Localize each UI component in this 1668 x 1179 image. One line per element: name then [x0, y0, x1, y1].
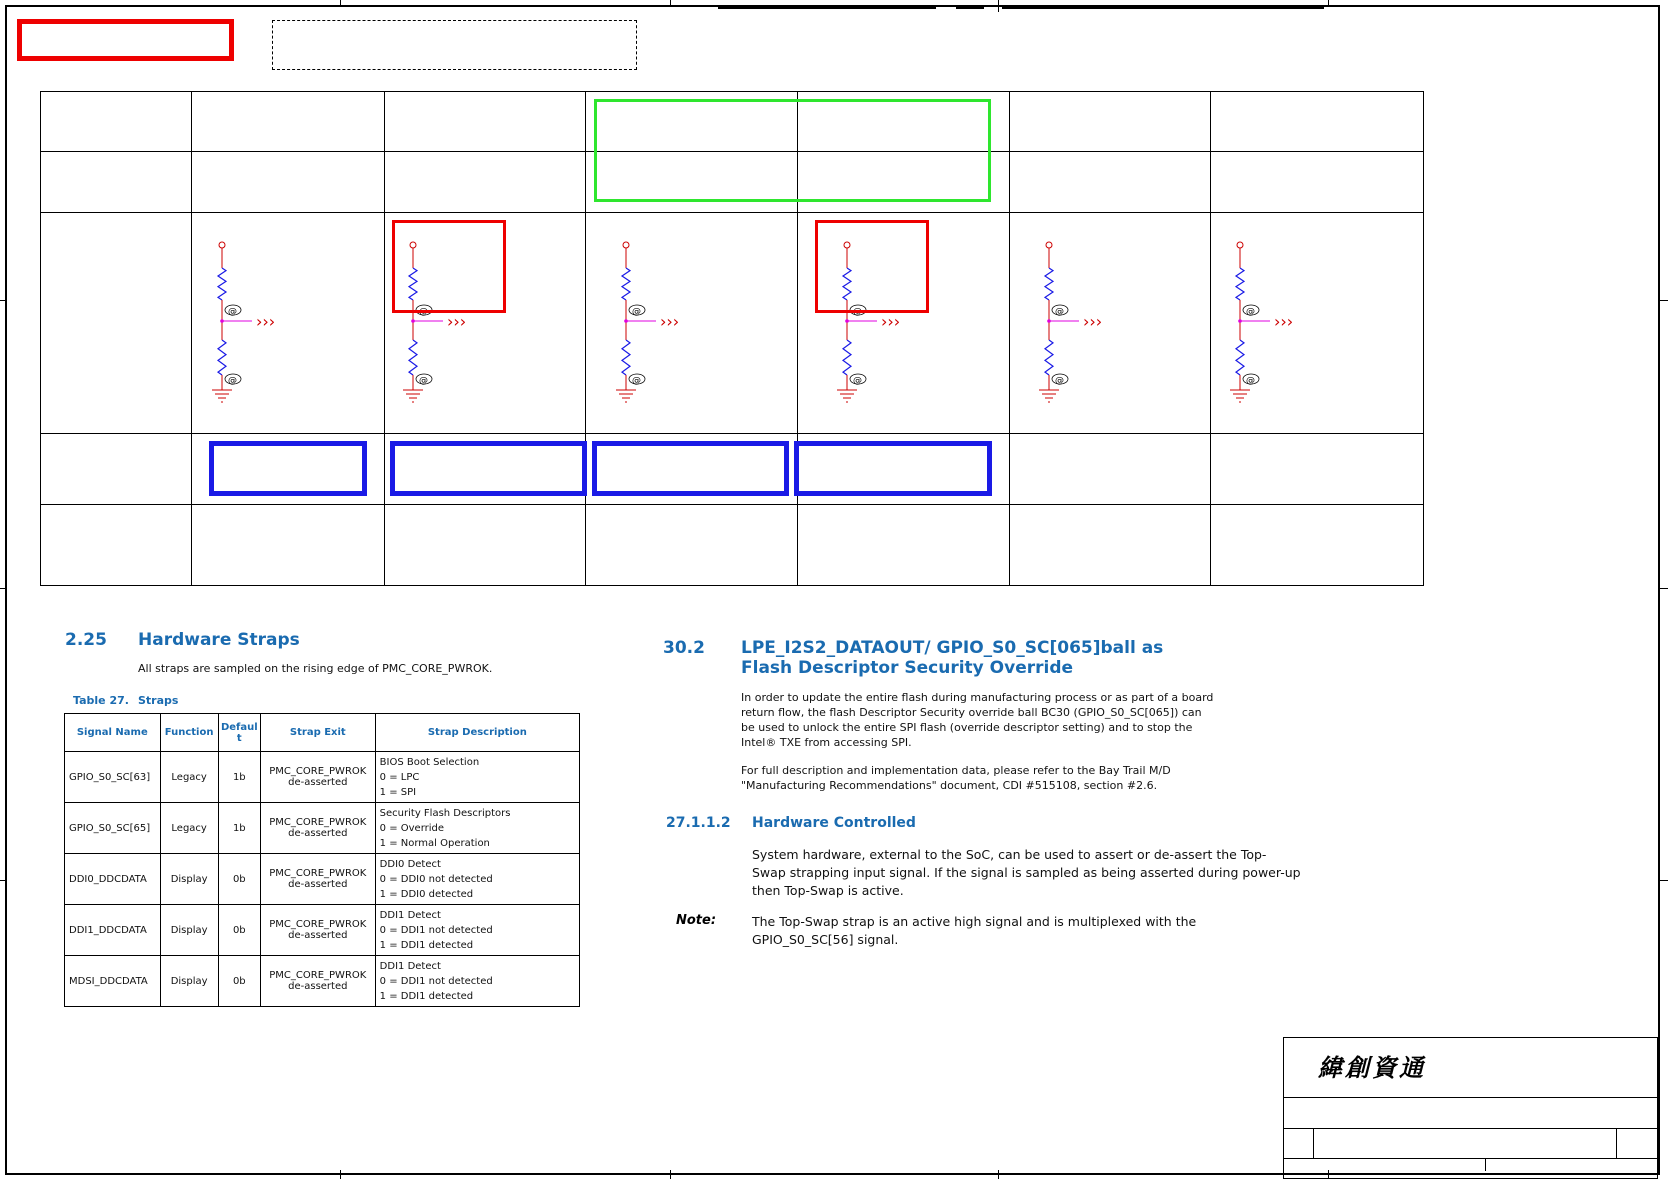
company-name: 緯創資通 — [1318, 1053, 1426, 1082]
power-pin — [1237, 242, 1243, 248]
table-row — [65, 956, 580, 1007]
section-number-right: 30.2 — [663, 638, 705, 658]
resistor-label: @ — [228, 307, 237, 317]
hardware-controlled-paragraph — [752, 846, 1301, 900]
power-pin — [623, 242, 629, 248]
power-pin — [1046, 242, 1052, 248]
description-line: 0 = Override — [379, 822, 445, 834]
junction-dot — [1238, 319, 1242, 323]
pulldown-resistor — [218, 340, 226, 375]
cell-signal: GPIO_S0_SC[65] — [65, 803, 161, 854]
description-line: DDI1 Detect — [379, 909, 441, 921]
description-line: 0 = DDI0 not detected — [379, 873, 493, 885]
cell-default: 1b — [218, 752, 260, 803]
text-line: then Top-Swap is active. — [752, 883, 904, 898]
cell-default: 0b — [218, 854, 260, 905]
strap-exit-line: PMC_CORE_PWROK — [269, 970, 367, 981]
description-line: 1 = SPI — [379, 786, 417, 798]
strap-exit-line: de-asserted — [288, 981, 348, 992]
description-line: 1 = DDI1 detected — [379, 990, 474, 1002]
power-pin — [219, 242, 225, 248]
text-line: be used to unlock the entire SPI flash (override descriptor setting) and to stop the — [741, 721, 1193, 734]
offpage-connector: ››› — [447, 312, 467, 331]
pullup-resistor — [218, 268, 226, 300]
strap-exit-line: PMC_CORE_PWROK — [269, 868, 367, 879]
text-line: GPIO_S0_SC[56] signal. — [752, 932, 899, 947]
description-line: 1 = DDI0 detected — [379, 888, 474, 900]
col-header-signal: Signal Name — [65, 714, 161, 752]
strap-exit-line: de-asserted — [288, 879, 348, 890]
table-caption-title: Straps — [138, 694, 179, 707]
description-line: DDI0 Detect — [379, 858, 441, 870]
resistor-label: @ — [1246, 376, 1255, 386]
text-line: return flow, the flash Descriptor Security override ball BC30 (GPIO_S0_SC[065]) can — [741, 706, 1202, 719]
junction-dot — [1047, 319, 1051, 323]
pullup-resistor — [1045, 268, 1053, 300]
description-line: 1 = DDI1 detected — [379, 939, 474, 951]
cell-default: 0b — [218, 956, 260, 1007]
cell-strap-exit — [260, 905, 375, 956]
resistor-label: @ — [632, 307, 641, 317]
flash-override-paragraph — [741, 690, 1213, 750]
section-title-right-line1: LPE_I2S2_DATAOUT/ GPIO_S0_SC[065]ball as — [741, 638, 1164, 658]
note-label: Note: — [676, 913, 717, 928]
subsection-title: Hardware Controlled — [752, 815, 916, 831]
text-line: Intel® TXE from accessing SPI. — [741, 736, 912, 749]
cell-strap-description — [375, 956, 579, 1007]
resistor-label: @ — [1246, 307, 1255, 317]
cell-signal: GPIO_S0_SC[63] — [65, 752, 161, 803]
straps-table — [64, 713, 580, 1007]
text-line: In order to update the entire flash during manufacturing process or as part of a board — [741, 691, 1214, 704]
subsection-number: 27.1.1.2 — [666, 815, 731, 831]
resistor-label: @ — [1055, 376, 1064, 386]
cell-default: 0b — [218, 905, 260, 956]
cell-function: Legacy — [160, 752, 218, 803]
strap-exit-line: de-asserted — [288, 828, 348, 839]
resistor-label: @ — [632, 376, 641, 386]
junction-dot — [220, 319, 224, 323]
cell-strap-description — [375, 854, 579, 905]
offpage-connector: ››› — [881, 312, 901, 331]
pullup-resistor — [622, 268, 630, 300]
resistor-label: @ — [853, 376, 862, 386]
description-line: DDI1 Detect — [379, 960, 441, 972]
resistor-label: @ — [419, 376, 428, 386]
blue-highlight-col2 — [390, 441, 587, 496]
pullup-resistor — [1236, 268, 1244, 300]
description-line: 0 = DDI1 not detected — [379, 975, 493, 987]
cell-signal: DDI0_DDCDATA — [65, 854, 161, 905]
blue-highlight-col4 — [794, 441, 992, 496]
col-header-strap-exit: Strap Exit — [260, 714, 375, 752]
text-line: The Top-Swap strap is an active high signal and is multiplexed with the — [752, 914, 1197, 929]
offpage-connector: ››› — [256, 312, 276, 331]
note-text — [752, 913, 1196, 949]
cell-function: Display — [160, 854, 218, 905]
resistor-label: @ — [853, 307, 862, 317]
cell-strap-exit — [260, 854, 375, 905]
offpage-connector: ››› — [1083, 312, 1103, 331]
reference-paragraph — [741, 763, 1171, 793]
pulldown-resistor — [622, 340, 630, 375]
table-row — [65, 803, 580, 854]
text-line: For full description and implementation data, please refer to the Bay Trail M/D — [741, 764, 1171, 777]
cell-strap-exit — [260, 752, 375, 803]
description-line: 0 = DDI1 not detected — [379, 924, 493, 936]
table-row — [65, 854, 580, 905]
cell-function: Display — [160, 956, 218, 1007]
red-highlight-col4 — [815, 220, 929, 313]
description-line: 1 = Normal Operation — [379, 837, 490, 849]
strap-exit-line: PMC_CORE_PWROK — [269, 766, 367, 777]
cell-strap-exit — [260, 956, 375, 1007]
cell-function: Display — [160, 905, 218, 956]
offpage-connector: ››› — [660, 312, 680, 331]
cell-default: 1b — [218, 803, 260, 854]
col-header-function: Function — [160, 714, 218, 752]
pulldown-resistor — [843, 340, 851, 375]
pulldown-resistor — [1045, 340, 1053, 375]
offpage-connector: ››› — [1274, 312, 1294, 331]
resistor-label: @ — [419, 307, 428, 317]
pulldown-resistor — [1236, 340, 1244, 375]
red-highlight-col2 — [392, 220, 506, 313]
junction-dot — [845, 319, 849, 323]
col-header-strap-description: Strap Description — [375, 714, 579, 752]
cell-strap-description — [375, 905, 579, 956]
section-title-right — [741, 638, 1163, 678]
cell-strap-exit — [260, 803, 375, 854]
description-line: 0 = LPC — [379, 771, 420, 783]
resistor-label: @ — [228, 376, 237, 386]
section-title: Hardware Straps — [138, 630, 300, 650]
col-header-default: Default — [218, 714, 260, 752]
strap-exit-line: PMC_CORE_PWROK — [269, 919, 367, 930]
resistor-label: @ — [1055, 307, 1064, 317]
cell-strap-description — [375, 752, 579, 803]
cell-strap-description — [375, 803, 579, 854]
strap-exit-line: PMC_CORE_PWROK — [269, 817, 367, 828]
cell-signal: MDSI_DDCDATA — [65, 956, 161, 1007]
text-line: "Manufacturing Recommendations" document, CDI #515108, section #2.6. — [741, 779, 1158, 792]
table-row — [65, 905, 580, 956]
description-line: BIOS Boot Selection — [379, 756, 480, 768]
section-intro: All straps are sampled on the rising edge of PMC_CORE_PWROK. — [138, 662, 493, 675]
cell-function: Legacy — [160, 803, 218, 854]
strap-exit-line: de-asserted — [288, 777, 348, 788]
blue-highlight-col3 — [592, 441, 789, 496]
strap-exit-line: de-asserted — [288, 930, 348, 941]
table-caption-number: Table 27. — [73, 694, 129, 707]
junction-dot — [624, 319, 628, 323]
text-line: System hardware, external to the SoC, can be used to assert or de-assert the Top- — [752, 847, 1267, 862]
table-row — [65, 752, 580, 803]
junction-dot — [411, 319, 415, 323]
cell-signal: DDI1_DDCDATA — [65, 905, 161, 956]
section-number: 2.25 — [65, 630, 107, 650]
blue-highlight-col1 — [209, 441, 367, 496]
description-line: Security Flash Descriptors — [379, 807, 511, 819]
section-title-right-line2: Flash Descriptor Security Override — [741, 658, 1074, 678]
text-line: Swap strapping input signal. If the signal is sampled as being asserted during power-up — [752, 865, 1301, 880]
pulldown-resistor — [409, 340, 417, 375]
